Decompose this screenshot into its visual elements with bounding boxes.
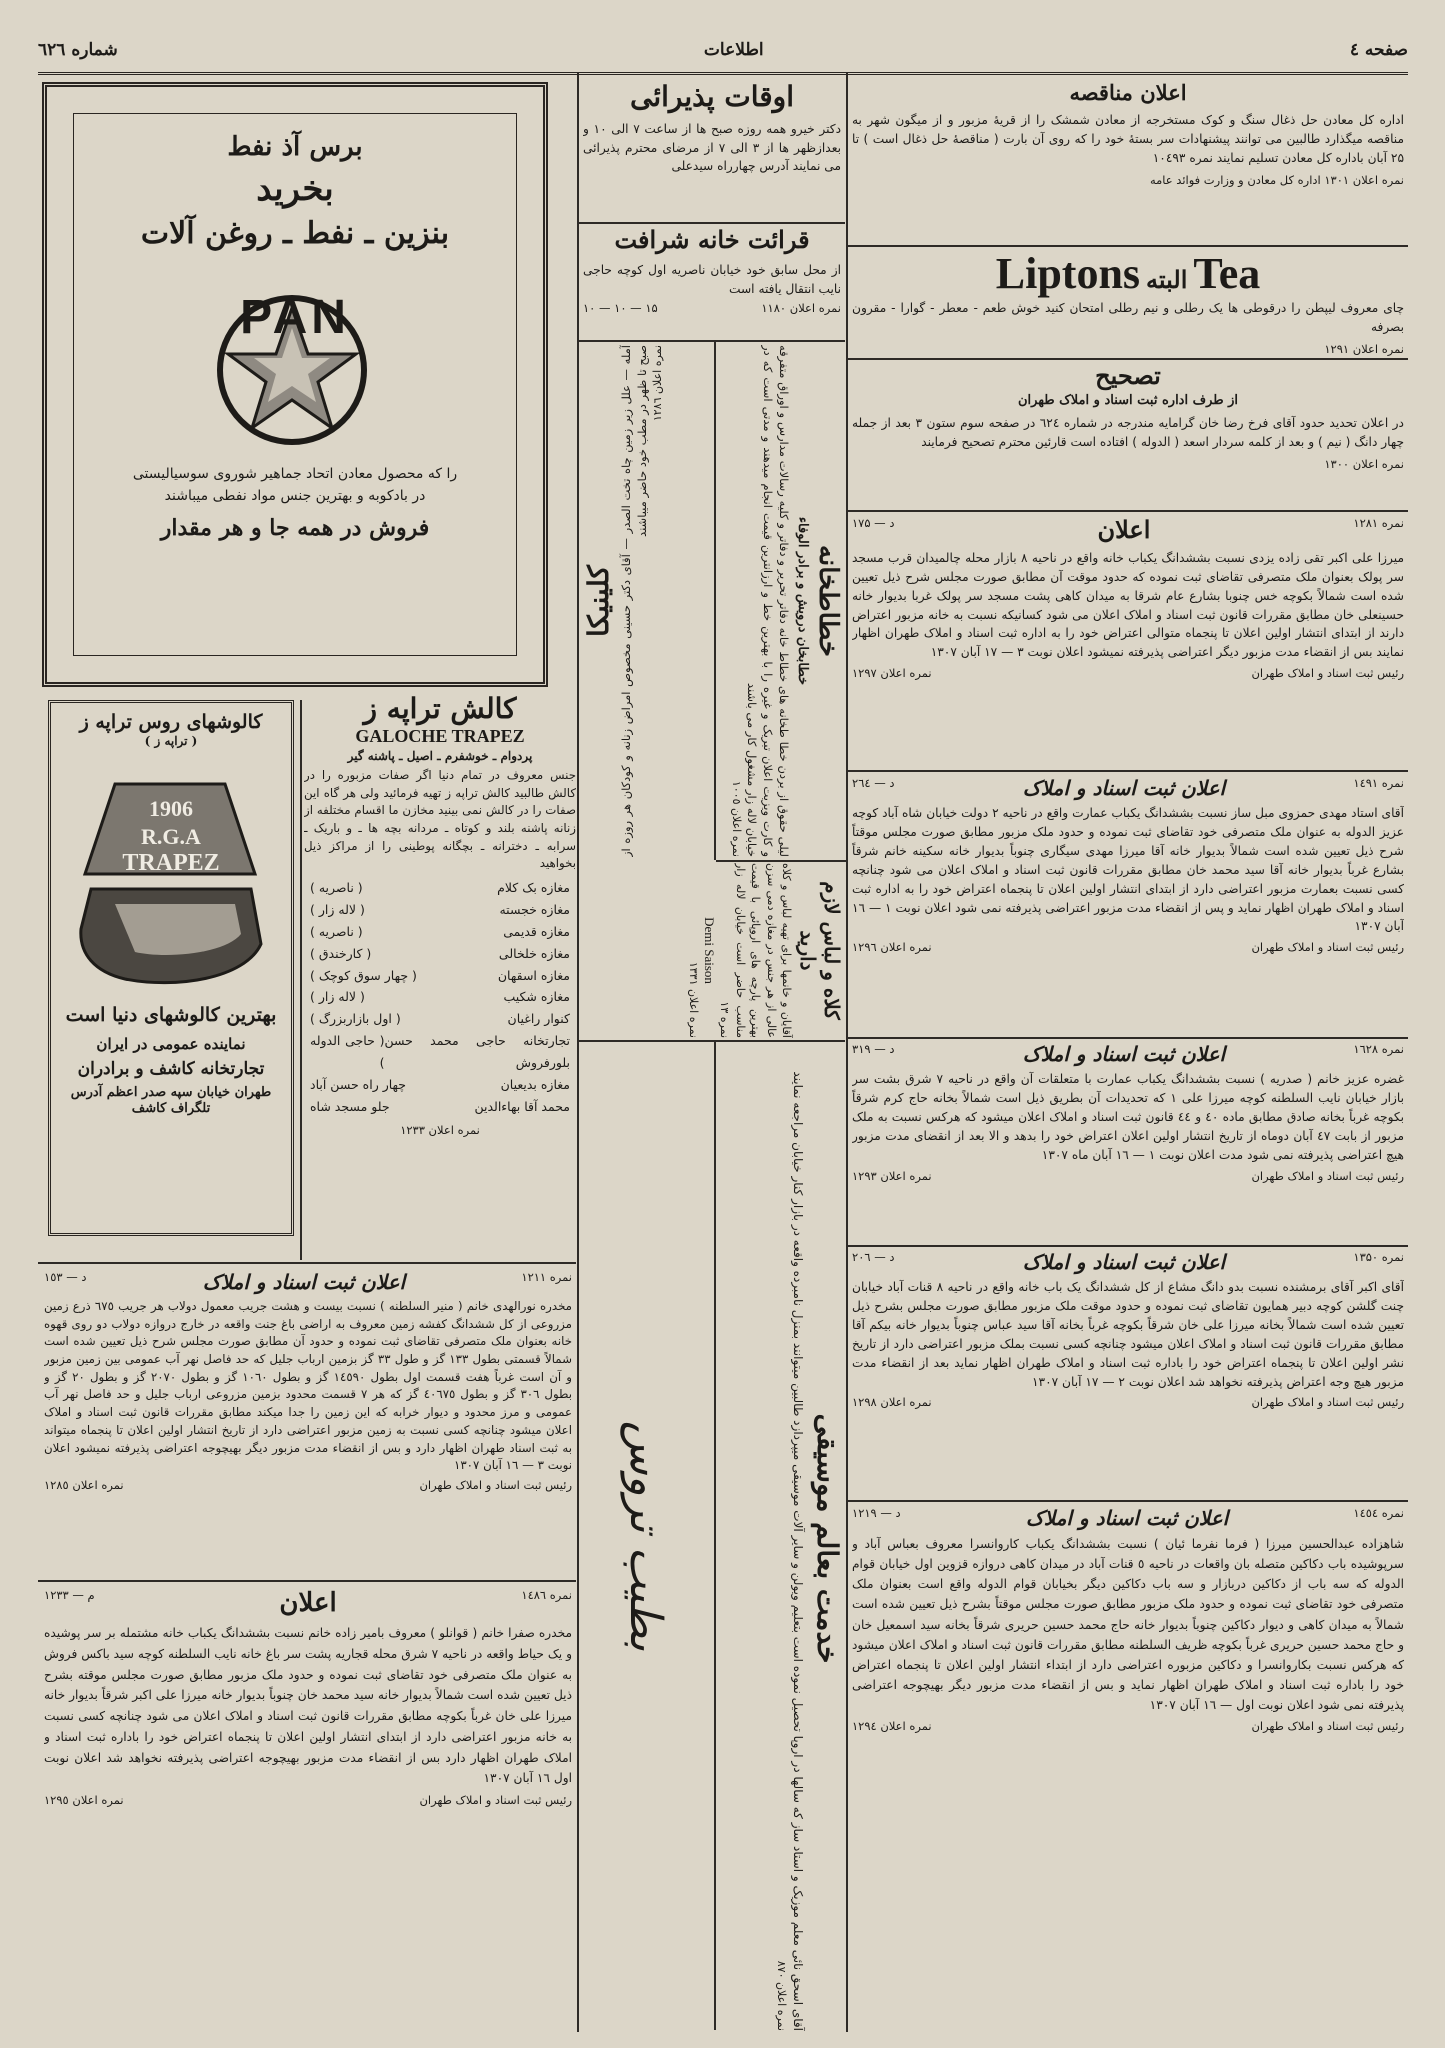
galoche-title: کالش تراپه ز [363,692,517,725]
notice-body: مخدره صفرا خانم ( قوانلو ) معروف بامیر زاده خانم نسبت بششدانگ یکباب خانه مشتمله بر سر پوشیده و یک حیاط واقعه در ناحیه ۷ شرق محله قجاریه پشت سر باغ خانه نایب السلطنه کوچه سید باکس فروش به عنوان ملک متصرفی خود تقاضای ثبت نموده و حدود ملک مزبور مطابق صورت مجلس موقته بشرح ذیل تعیین شده است شمالاً بدیوار خانه سید محمد خان چنوباً بدیوار خانه میرزا علی اکبر شرقاً بدیوار خانه میرزا علی خان غرباً بکوچه مطابق مقررات قانون ثبت اسناد و املاک اعلان می شود چنانچه کسی نسبت به خانه مزبور اعتراضی دارد از ابتدای انتشار اولین اعلان تا پنجماه اعتراض خود را باداره ثبت اسناد و املاک طهران اظهار دارد بس از انقضاء مدت مزبور بهیچوجه اعتراضی پذیرفته نخواهد شد اعلان نوبت اول ۱٦ آبان ۱۳۰۷ [44,1626,572,1786]
tender-footer: نمره اعلان ۱۳۰۱ اداره کل معادن و وزارت فوائد عامه [1149,172,1404,187]
calligraphy-ad [717,345,843,857]
sharafat-title: قرائت خانه شرافت [614,226,810,254]
correction-notice [852,362,1404,508]
notice-1350-meta [852,1250,1404,1274]
reception-body: دکتر خیرو همه روزه صبح ها از ساعت ۷ الی ۱۰ و بعدازظهر ها از ۳ الی ۷ از مرضای محترم پذیرائی می نمایند آدرس چهارراه سیدعلی [583,121,841,174]
notice-number-label: نمره ۱٤۸٦ [521,1588,572,1602]
notice-title: اعلان ثبت اسناد و املاک [1022,1250,1226,1274]
rule [848,510,1408,512]
pan-logo [74,258,516,458]
pan-logo-text: PAN [240,290,350,344]
vertical-name-ad [582,1046,710,2026]
notice-signature: رئیس ثبت اسناد و املاک طهران [1251,1395,1404,1410]
masthead [38,28,1408,75]
notice-body: مخدره نورالهدی خانم ( منیر السلطنه ) نسبت بیست و هشت جریب معمول دولاب هر جریب ٦۷٥ ذرع زمین مزروعی از کل ششدانگ کفشه زمین معروف به اراضی باغ جنت واقعه در خارج دروازه دولاب دو روی قهوه خانه بعنوان ملک متصرفی تقاضای ثبت نموده و حدود آن مطابق صورت مجلس شرح ذیل تعیین شده است شمالاً قسمتی بطول ۱۳۳ گز و طول ۳۳ گز بزمین ارباب جلیل که حد فاصل نهر آب عمومی بین زمین مزبور و آن است غرباً هفت قسمت اول بطول ۱٤٥۹۰ گز و بطول ۱۰٦۰ گز و بطول ۲۰۷۰ گز و بطول ۲۰ گز و بطول ۳۰٦ گز و بطول ٤۰٦۷٥ گز که هر ۷ قسمت محدود بزمین مزروعی ارباب جلیل و حد فاصل نهر آب عمومی و مرز محدود و دیوار خرابه که این زمین را جدا میکند مطابق مقررات قانون ثبت اسناد و املاک اعلان میشود چنانچه کسی نسبت به زمین مزبور اعتراضی دارد از تاریخ انتشار اولین اعلان تا پنجماه میتواند به ثبت اسناد طهران اظهار دارد و بس از انقضاء مدت مزبور دیگر بهیچوجه اعتراضی پذیرفته نمیشود اعلان نوبت ۳ — ۱٦ آبان ۱۳۰۷ [44,1299,572,1473]
notice-footer [852,1395,1404,1409]
vertical-name-text: بطیب تروس [620,1420,672,1652]
store-row [304,1096,576,1118]
pan-line3: بنزین ـ نفط ـ روغن آلات [140,215,450,251]
column-rule-middle-b [714,1040,716,2030]
store-row [304,921,576,943]
notice-1350 [852,1250,1404,1498]
pan-line2: بخرید [256,169,334,210]
galoche-ad [304,692,576,1260]
galoche-body: جنس معروف در تمام دنیا اگر صفات مزبوره را در کالش طالبید کالش تراپه ز تهیه فرمائید ولی هر گاه این صفات را در کالش نمی بینید مخازن ما اقسام مختلفه از زنانه پاشنه بلند و کوتاه ـ مردانه بچه ها ـ و باریک ـ سرابه ـ دخترانه ـ بچگانه پوطینی را از مراکز ذیل بخواهید [304,767,576,871]
store-name: مغازه اسقهان [497,967,570,983]
notice-code-label: د — ۲۰٦ [852,1250,895,1264]
music-ad [718,1046,844,2031]
paper-name: اطلاعات [703,40,764,60]
column-rule-left [577,72,579,2032]
store-name: تجارتخانه حاجی محمد حسن بلورفروش [384,1033,570,1071]
store-name: مغازه شکیب [503,989,570,1005]
rule [848,1500,1408,1502]
calligraphy-ad-rotated [717,345,843,857]
lipton-ad [852,248,1404,356]
trapez-logo [57,754,285,1004]
music-title: خدمت بعالم موسیقی [811,1413,844,1664]
galoche-subtitle: پردوام ـ خوشفرم ـ اصیل ـ پاشنه گیر [347,748,533,763]
calligraphy-body: لیلی حقوق از بردن خطا طخانه های خطاط خانه دفاتر تحریر و دفاتر و کلیه رسالات مدارس و اوراق متفرقه و کارت ویزیت اعلان تبریک و غیره را با بهترین خط و ارزانترین قیمت انجام میدهند و مدتی است که در خیابان لاله زار مشغول کار می باشند [745,345,792,857]
trapez-logo-year: 1906 [149,796,193,822]
notice-1491 [852,776,1404,1034]
notice-signature: رئیس ثبت اسناد و املاک طهران [1251,1168,1404,1183]
notice-number-label: نمره ۱۲۱۱ [521,1270,572,1284]
pan-star-logo-icon [68,258,516,458]
fabric-ad-rotated [582,863,844,1038]
notice-signature: رئیس ثبت اسناد و املاک طهران [1251,1719,1404,1734]
notice-body: آقای استاد مهدی حمزوی مبل ساز نسبت بششدانگ یکباب عمارت واقع در ناحیه ۲ دولت خیابان شاه آباد کوچه عزیز الدوله به عنوان ملک متصرفی خود تقاضای ثبت نموده و حدود ملک مزبور مطابق صورت مجلس موقتاً شرح ذیل تعیین شده است شمالاً بدیوار خانه آقا میرزا مهدی سیگاری چنوباً بدیوار خانه سکینه خانم شرقاً بشارع غرباً بدیوار خانه آقا سید محمد خان مطابق مقررات قانون ثبت اسناد و املاک اعلان می شود چنانچه کسی نسبت بعمارت مزبور اعتراضی دارد از ابتدای انتشار اولین اعلان تا پنجماه اعتراض خود را به اداره ثبت اسناد و املاک طهران اظهار نماید و پس از انقضاء مدت مزبور اعتراضی پذیرفته نمی شود اعلان نوبت ۱ — ۱٦ آبان ۱۳۰۷ [852,806,1404,934]
notice-footer [852,1169,1404,1183]
store-name: کنوار راغیان [507,1011,570,1027]
rule [579,1040,845,1042]
lipton-brand [852,248,1404,299]
notice-1491-meta [852,776,1404,800]
notice-1486-meta [44,1588,572,1619]
rule [848,770,1408,772]
lipton-brand-left: Liptons [995,249,1141,298]
pan-line1: برس آذ نفط [227,132,363,162]
pan-sale-line: فروش در همه جا و هر مقدار [160,515,430,542]
notice-number-label: نمره ۱٤۹۱ [1353,776,1404,790]
music-number: نمره اعلان ۸۷۰ [775,1960,789,2031]
notice-ad-number: نمره اعلان ۱۲۹۷ [852,666,932,681]
store-place: ( لاله زار ) [310,901,365,917]
store-name: مغازه بک کلام [497,880,570,896]
notice-1454 [852,1506,1404,2026]
notice-title: اعلان [279,1588,337,1618]
notice-code-label: د — ۱۷۵ [852,516,895,530]
clinica-number: نمره اعلان ۱۲۸٦ [650,345,664,422]
correction-number: نمره اعلان ۱۳۰۰ [1324,457,1404,472]
notice-ad-number: نمره اعلان ۱۲۹۸ [852,1395,932,1410]
column-rule-right [846,72,848,2032]
store-place: ( حاجی الدوله ) [310,1033,385,1071]
notice-1454-meta [852,1506,1404,1530]
store-place: ( لاله زار ) [310,989,365,1005]
notice-ad-number: نمره اعلان ۱۲۹٥ [44,1793,124,1808]
trapez-logo-letters: R.G.A [141,824,201,850]
store-name: مغازه بدیعیان [500,1076,570,1092]
notice-1281 [852,516,1404,768]
notice-footer [44,1478,572,1492]
notice-number-label: نمره ۱٤٥٤ [1353,1506,1404,1520]
clinica-ad-rotated [582,345,710,857]
sharafat-number: نمره اعلان ۱۱۸۰ [761,300,841,315]
galoche-title-latin: GALOCHE TRAPEZ [355,725,525,746]
fabric-latin: Demi Saison [702,917,718,984]
store-name: مغازه قدیمی [503,923,570,939]
store-place: جلو مسجد شاه [310,1098,390,1114]
store-row [304,943,576,965]
rule [38,1262,576,1264]
store-name: مغازه خلخالی [498,945,570,961]
notice-signature: رئیس ثبت اسناد و املاک طهران [419,1793,572,1808]
notice-1486 [44,1588,572,2028]
correction-title: تصحیح [1095,362,1161,390]
notice-signature: رئیس ثبت اسناد و املاک طهران [1251,940,1404,955]
notice-body: آقای اکبر آقای برمشنده نسبت بدو دانگ مشاع از کل ششدانگ یک باب خانه واقع در ناحیه ۸ قنات آباد خیابان چنت گلشن کوچه دبیر همایون تقاضای ثبت نموده و حدود موقت ملک مزبور مطابق صورت مجلس بشرح ذیل تعیین شده است شمالاً بخانه میرزا علی خان شرقاً بکوچه غرباً بخانه آقا سید عباس چنوباً بدیوار خانه بیکم آقا مطابق مقررات قانون ثبت اسناد و املاک اعلان میشود چنانچه کسی نسبت بملک مزبور اعتراضی دارد از تاریخ نشر اولین اعلان تا پنجماه اعتراض خود را باداره ثبت اسناد و املاک طهران اظهار نماید بعد از انقضاء مدت مزبور هیچ وجه اعتراض پذیرفته نخواهد شد اعلان نوبت ۲ — ۱۷ آبان ۱۳۰۷ [852,1280,1404,1389]
clinica-title: کلینیکا [582,565,615,637]
notice-1211 [44,1270,572,1576]
sharafat-ad [583,226,841,338]
lipton-number: نمره اعلان ۱۲۹۱ [1324,341,1404,356]
trapez-address: طهران خیابان سپه صدر اعظم آدرس تلگراف کاشف [70,1085,272,1116]
notice-ad-number: نمره اعلان ۱۲۹٤ [852,1719,932,1734]
notice-code-label: د — ۱٥۳ [44,1270,87,1284]
notice-1628 [852,1042,1404,1242]
correction-subtitle: از طرف اداره ثبت اسناد و املاک طهران [1017,392,1239,408]
notice-1281-meta [852,516,1404,545]
notice-code-label: د — ۱۲۱۹ [852,1506,901,1520]
notice-footer [44,1793,572,1807]
rule [38,1580,576,1582]
music-body: آقای اسحق نائی معلم موزیک و استاد ساز که سالها در اروپا تحصیل نموده است بتعلیم ویولن و سایر آلات موسیقی میپردازد طالبین میتوانند بمنزل نامبرده واقعه در بازار کنار خیابان مراجعه نمایند [791,1071,806,2031]
notice-footer [852,666,1404,680]
galoche-number: نمره اعلان ۱۲۳۳ [400,1122,480,1137]
page-number: صفحه ٤ [1349,40,1408,60]
fabric-ad [582,863,844,1038]
store-name: مغازه خجسته [499,901,570,917]
store-place: ( اول بازاربزرگ ) [310,1011,401,1027]
trapez-sub: ( تراپه ز ) [144,733,198,748]
store-row [304,965,576,987]
lipton-brand-right: Tea [1193,249,1261,298]
notice-body: شاهزاده عبدالحسین میرزا ( فرما نفرما ئیان ) نسبت بششدانگ یکباب کاروانسرا معروف بعباس آباد و سرپوشیده باب دکاکین متصله بان واقعات در ناحیه ٥ قنات آباد در میدان کاهی دروازه قزوین اول خیابان قوام الدوله که سه باب از دکاکین دربازار و سه باب دکاکین دیگر بخیابان قوام الدوله واقع است بعنوان ملک متصرفی خود تقاضای ثبت نموده و حدود ملک مزبور مطابق صورت مجلس موقتاً بشرح ذیل تعیین شده است شمالاً به میدان کاهی و دیوار دکاکین چنوباً بدیوار خانه حاج محمد حسین حریری شرقاً بخانه سید اسمعیل خان و حاج محمد حسین حریری غرباً بکوچه ظریف السلطنه مطابق مقررات قانون ثبت اسناد و املاک اعلان میشود که هرکس نسبت بکاروانسرا و دکاکین مزبوره اعتراضی دارد از ابتداء انتشار اولین اعلان تا پنجماه اعتراض خود را باداره ثبت اسناد و املاک طهران اظهار نماید و بس از انقضاء مدت مزبور دیگر بهیچوجه اعتراضی پذیرفته نمی شود اعلان نوبت اول — ۱٦ آبان ۱۳۰۷ [852,1537,1404,1712]
trapez-ad [48,700,294,1236]
vertical-name-rotated [582,1046,710,2026]
notice-code-label: د — ۲٦٤ [852,776,895,790]
rule [848,358,1408,360]
rule [579,222,845,224]
store-place: ( چهار سوق کوچک ) [310,967,417,983]
issue-number: شماره ٦٢٦ [38,40,118,60]
fabric-body: آقایان و خانمها برای تهیه لباس و کلاه عالی از هر جنس در مغازه دمی سزن بهترین پارچه های اروپائی با قیمت مناسب حاضر است خیابان لاله زار نمره ۱۳ [718,863,793,1038]
notice-body: غضره عزیز خانم ( صدریه ) نسبت بششدانگ یکباب عمارت با متعلقات آن واقع در ناحیه ۷ شرق بشت سر بازار خیابان نایب السلطنه کوچه میرزا علی ۱ که تحدیدات آن بطریق ذیل است شمالاً بخانه حاج کرم شرقاً بکوچه غرباً بخانه صادق مطابق ماده ٤۰ و ٤٤ قانون ثبت اسناد و املاک اعلان میشود که هرکس نسبت به ملک مزبور از بابت ٤۷ آبان دوماه از تاریخ انتشار اولین اعلان اعتراض خود را بدهد و الا بعد از انقضای مدت مزبور هیچ اعتراضی پذیرفته نمی شود مدت اعلان نوبت ۱ — ۱٦ آبان ماه ۱۳۰۷ [852,1072,1404,1162]
store-row [304,877,576,899]
notice-footer [852,940,1404,954]
store-row [304,1030,576,1074]
notice-ad-number: نمره اعلان ۱۲۹٦ [852,940,932,955]
rule [716,860,846,862]
fabric-number: نمره اعلان ۱۳۳۱ [687,961,701,1038]
notice-title: اعلان [1097,516,1151,544]
store-row [304,986,576,1008]
calligraphy-subtitle: خطابخان درویش و برادر الوفاء [794,516,810,686]
sharafat-dates: ۱۵ — ۱۰ — ۱۰ [583,300,658,315]
galoshes-illustration-icon [55,754,285,1004]
notice-title: اعلان ثبت اسناد و املاک [1022,1042,1226,1066]
notice-title: اعلان ثبت اسناد و املاک [202,1270,406,1294]
store-row [304,1074,576,1096]
music-ad-rotated [718,1046,844,2031]
correction-body: در اعلان تحدید حدود آقای فرخ رضا خان گرامایه مندرجه در شماره ٦۲٤ در صفحه سوم ستون ۳ بعد از جمله چهار دانگ ( نیم ) و بعد از کلمه سردار اسعد ( الدوله ) افتاده است قارئین محترم تصحیح فرمایند [852,416,1404,450]
lipton-brand-persian: البته [1146,265,1188,294]
notice-title: اعلان ثبت اسناد و املاک [1025,1506,1229,1530]
notice-title: اعلان ثبت اسناد و املاک [1022,776,1226,800]
calligraphy-number: نمره اعلان ۱۰۰٥ [729,780,743,857]
notice-ad-number: نمره اعلان ۱۲۹۳ [852,1168,932,1183]
trapez-slogan: بهترین کالوشهای دنیا است [65,1004,277,1027]
notice-ad-number: نمره اعلان ۱۲۸٥ [44,1477,124,1492]
sharafat-body: از محل سابق خود خیابان ناصریه اول کوچه حاجی نایب انتقال یافته است [583,262,841,296]
reception-title: اوقات پذیرائی [630,80,794,113]
pan-ad-inner [73,113,517,656]
notice-number-label: نمره ۱۳۵۰ [1353,1250,1404,1264]
notice-1211-meta [44,1270,572,1294]
store-row [304,899,576,921]
pan-ad [42,82,548,687]
lipton-body: چای معروف لیپطن را درقوطی ها یک رطلی و نیم رطلی امتحان کنید خوش طعم - معطر - گوارا - مقرون بصرفه [852,301,1404,334]
tender-title: اعلان مناقصه [1069,80,1187,105]
reception-hours-ad [583,80,841,220]
notice-footer [852,1719,1404,1733]
clinica-ad [582,345,710,857]
notice-number-label: نمره ۱٦۲۸ [1353,1042,1404,1056]
trapez-agent-title: نماینده عمومی در ایران [96,1034,246,1053]
trapez-header: کالوشهای روس تراپه ز [79,711,263,733]
trapez-logo-word: TRAPEZ [122,850,220,877]
notice-number-label: نمره ۱۲۸۱ [1353,516,1404,530]
notice-1628-meta [852,1042,1404,1066]
galoche-stores [304,877,576,1118]
fabric-title: کلاه و لباس لازم دارید [796,881,844,1020]
rule [848,245,1408,247]
clinica-body: آمله — علل زیر زمین چاه تخت الصدر — آقای دکتر حسینی مخصوص امراض زنانه و کودکان هر روزه از صبح تا ظهر در مطب خود حاضر میباشند [618,345,649,857]
sharafat-footer [583,301,841,315]
calligraphy-title: خطاطخانه [813,545,843,657]
notice-code-label: م — ۱۲۳۳ [44,1588,95,1602]
rule [848,1245,1408,1247]
tender-body: اداره کل معادن حل ذغال سنگ و کوک مستخرجه از معادن شمشک را از قریهٔ مزبور و از میگون شهر به مناقصه میگذارد طالبین می توانند پیشنهادات سر بستهٔ خود را که روی آن بارت ( مناقصهٔ حل ذغال است ) تا ۲۵ آبان باداره کل معادن تسلیم نمایند نمره ۱۰٤۹۳ [852,113,1404,165]
rule [579,340,845,342]
tender-notice [852,80,1404,242]
column-rule-ads [300,700,302,1260]
notice-signature: رئیس ثبت اسناد و املاک طهران [1251,666,1404,681]
trapez-agent-name: تجارتخانه کاشف و برادران [77,1058,265,1079]
store-place: چهار راه حسن آباد [310,1076,407,1092]
store-row [304,1008,576,1030]
pan-desc2: در بادکوبه و بهترین جنس مواد نفطی میباشند [164,487,426,504]
column-rule-middle-a [714,340,716,860]
store-place: ( ناصریه ) [310,880,363,896]
store-place: ( ناصریه ) [310,923,363,939]
notice-signature: رئیس ثبت اسناد و املاک طهران [419,1477,572,1492]
rule [848,1037,1408,1039]
notice-code-label: د — ۳۱۹ [852,1042,895,1056]
notice-body: میرزا علی اکبر تقی زاده یزدی نسبت بششدانگ یکباب خانه واقع در ناحیه ۸ بازار محله چالمیدان قرب مسجد سر پولک بعنوان ملک متصرفی تقاضای ثبت نموده که حدود موقت آن مطابق صورت مجلس شرح ذیل تعیین شده است شمالاً بکوچه خس چنوبا بشارع عام شرقا به میدان کاهی پشت مسجد سر پولک غربا بدیوار خانه حسینعلی خان مطابق مقررات قانون ثبت اسناد و املاک اعلان می شود کسانیکه نسبت به خانه مزبور اعتراض دارند از ابتدای انتشار اولین اعلان تا پنجماه متوالی اعتراض خود را به اداره ثبت اسناد و املاک طهران اظهار نمایند بس از انقضاء مدت مزبور دیگر اعتراضی پذیرفته نمیشود اعلان نوبت ۳ — ۱۷ آبان ۱۳۰۷ [852,550,1404,660]
store-name: محمد آقا بهاءالدین [474,1098,570,1114]
store-place: ( کارخندق ) [310,945,372,961]
pan-desc1: را که محصول معادن اتحاد جماهیر شوروی سوسیالیستی [132,465,458,482]
